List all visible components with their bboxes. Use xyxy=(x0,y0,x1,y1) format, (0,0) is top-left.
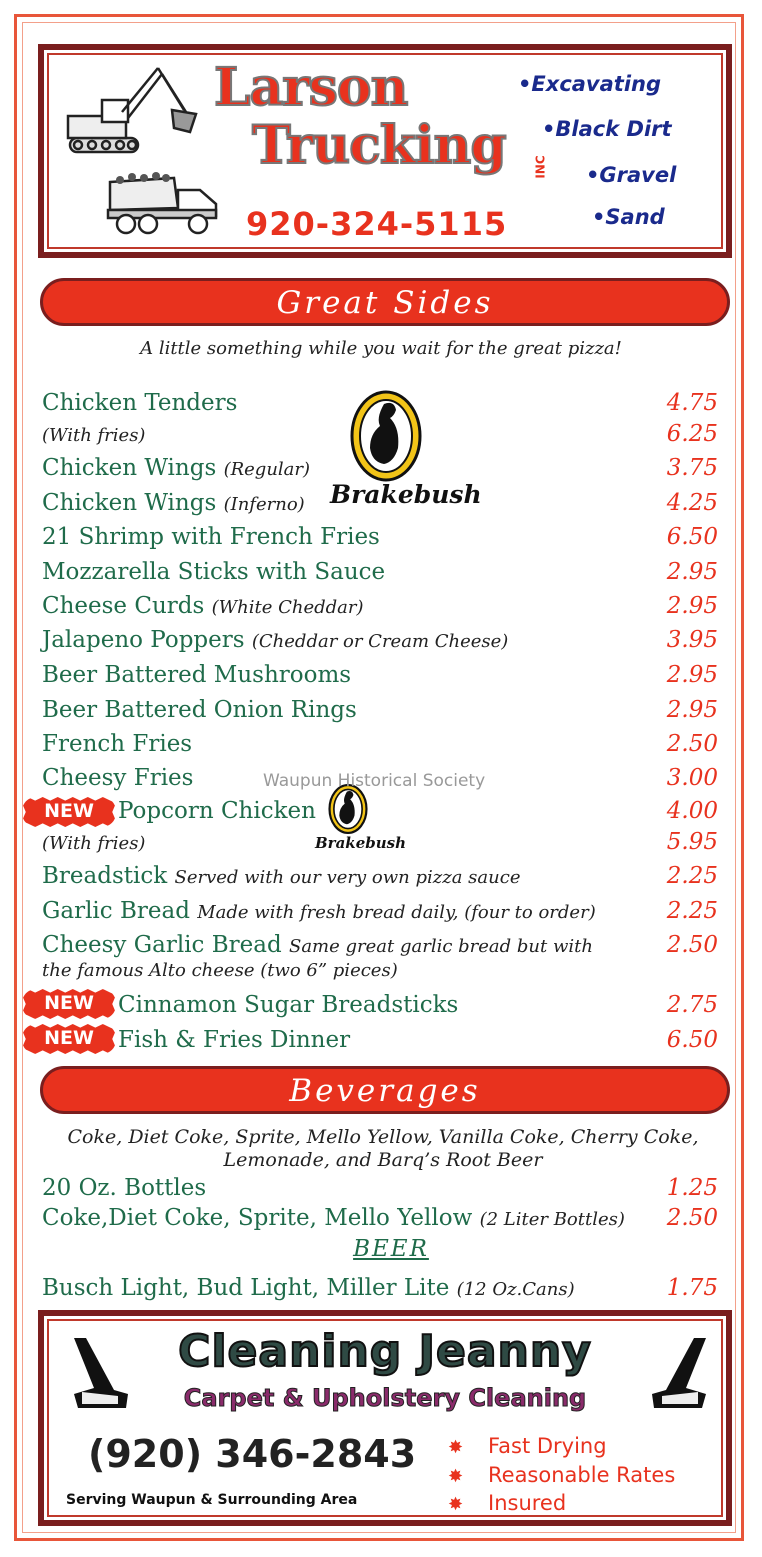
menu-item xyxy=(42,863,718,893)
service-area: Serving Waupun & Surrounding Area xyxy=(66,1492,358,1508)
star-icon: ✸ xyxy=(448,1437,464,1458)
feature-item: ✸ Reasonable Rates xyxy=(448,1463,676,1487)
item-name: Beer Battered Onion Rings xyxy=(42,697,357,723)
beverages-banner xyxy=(40,1066,730,1114)
sides-tagline: A little something while you wait for the great pizza! xyxy=(140,338,622,359)
item-price: 1.75 xyxy=(666,1275,718,1301)
menu-item xyxy=(42,1175,718,1205)
brakebush-logo-text: Brakebush xyxy=(330,480,482,509)
item-price: 6.50 xyxy=(666,1027,718,1053)
item-name: Chicken Wings (Regular) xyxy=(42,455,311,481)
menu-item xyxy=(42,1205,718,1235)
item-name: Beer Battered Mushrooms xyxy=(42,662,352,688)
brand-name-trucking: Trucking xyxy=(252,115,506,176)
larson-trucking-ad xyxy=(38,44,732,258)
brakebush-chicken-icon xyxy=(328,784,368,834)
item-price: 2.25 xyxy=(666,898,718,924)
item-name: 21 Shrimp with French Fries xyxy=(42,524,380,550)
item-price: 2.50 xyxy=(666,731,718,757)
menu-item xyxy=(42,932,718,962)
item-name: Coke,Diet Coke, Sprite, Mello Yellow (2 Liter Bottles) xyxy=(42,1205,625,1231)
item-name: Chicken Tenders xyxy=(42,390,238,416)
beer-heading: BEER xyxy=(353,1236,429,1262)
brand-name-larson: Larson xyxy=(214,57,408,118)
menu-item xyxy=(42,1027,718,1057)
feature-item: ✸ Fast Drying xyxy=(448,1434,607,1458)
item-price: 4.25 xyxy=(666,490,718,516)
section-title-beverages: Beverages xyxy=(289,1073,481,1109)
item-price: 4.75 xyxy=(666,390,718,416)
new-badge: NEW xyxy=(22,989,116,1019)
item-price: 2.50 xyxy=(666,1205,718,1231)
larson-phone: 920-324-5115 xyxy=(246,205,508,243)
new-badge: NEW xyxy=(22,1024,116,1054)
menu-item xyxy=(42,1275,718,1305)
item-name: Busch Light, Bud Light, Miller Lite (12 Oz.Cans) xyxy=(42,1275,575,1301)
menu-item xyxy=(42,662,718,692)
menu-item xyxy=(42,992,718,1022)
menu-item xyxy=(42,559,718,589)
beverage-description: Coke, Diet Coke, Sprite, Mello Yellow, Vanilla Coke, Cherry Coke, Lemonade, and Barq’s Root Beer xyxy=(67,1126,699,1171)
item-name: Cheesy Garlic Bread Same great garlic bread but with xyxy=(42,932,593,958)
item-price: 5.95 xyxy=(666,829,718,855)
item-price: 3.95 xyxy=(666,627,718,653)
new-badge: NEW xyxy=(22,797,116,827)
watermark: Waupun Historical Society xyxy=(263,771,486,791)
item-price: 2.95 xyxy=(666,697,718,723)
item-price: 2.95 xyxy=(666,662,718,688)
item-name: Cheesy Fries xyxy=(42,765,194,791)
item-name: Popcorn Chicken xyxy=(118,798,316,824)
item-name: (With fries) xyxy=(42,425,146,446)
brand-inc: INC xyxy=(533,155,548,179)
item-name: 20 Oz. Bottles xyxy=(42,1175,207,1201)
item-name: Breadstick Served with our very own pizza sauce xyxy=(42,863,521,889)
item-name: Mozzarella Sticks with Sauce xyxy=(42,559,386,585)
dump-truck-icon xyxy=(104,168,224,238)
item-name: Chicken Wings (Inferno) xyxy=(42,490,305,516)
item-price: 2.75 xyxy=(666,992,718,1018)
item-name: Cheese Curds (White Cheddar) xyxy=(42,593,364,619)
brakebush-logo-text: Brakebush xyxy=(315,834,406,852)
service-gravel: •Gravel xyxy=(586,163,677,187)
cleaning-jeanny-ad xyxy=(38,1310,732,1526)
item-name: (With fries) xyxy=(42,833,146,854)
item-price: 3.00 xyxy=(666,765,718,791)
menu-item xyxy=(42,798,718,828)
item-price: 2.50 xyxy=(666,932,718,958)
menu-item xyxy=(42,524,718,554)
service-sand: •Sand xyxy=(592,205,665,229)
item-price: 2.95 xyxy=(666,593,718,619)
menu-item xyxy=(42,593,718,623)
great-sides-banner xyxy=(40,278,730,326)
service-black-dirt: •Black Dirt xyxy=(542,117,672,141)
item-price: 3.75 xyxy=(666,455,718,481)
feature-item: ✸ Insured xyxy=(448,1491,567,1515)
cleaning-jeanny-phone: (920) 346-2843 xyxy=(88,1432,417,1476)
item-price: 1.25 xyxy=(666,1175,718,1201)
excavator-icon xyxy=(62,60,202,170)
cleaning-jeanny-subtitle: Carpet & Upholstery Cleaning xyxy=(183,1384,587,1412)
item-name: French Fries xyxy=(42,731,193,757)
item-price: 2.95 xyxy=(666,559,718,585)
star-icon: ✸ xyxy=(448,1494,464,1515)
menu-item xyxy=(42,731,718,761)
item-price: 6.25 xyxy=(666,421,718,447)
item-name: Jalapeno Poppers (Cheddar or Cream Cheese) xyxy=(42,627,509,653)
section-title-sides: Great Sides xyxy=(276,285,494,321)
menu-item xyxy=(42,627,718,657)
item-price: 6.50 xyxy=(666,524,718,550)
item-name: Garlic Bread Made with fresh bread daily, (four to order) xyxy=(42,898,596,924)
star-icon: ✸ xyxy=(448,1466,464,1487)
item-name: Cinnamon Sugar Breadsticks xyxy=(118,992,459,1018)
menu-item xyxy=(42,898,718,928)
brakebush-chicken-icon xyxy=(350,390,422,482)
item-price: 4.00 xyxy=(666,798,718,824)
cleaning-jeanny-title: Cleaning Jeanny xyxy=(178,1326,592,1377)
cheesy-garlic-continued: the famous Alto cheese (two 6” pieces) xyxy=(42,960,398,981)
service-excavating: •Excavating xyxy=(518,72,662,96)
menu-item xyxy=(42,697,718,727)
item-name: Fish & Fries Dinner xyxy=(118,1027,351,1053)
item-price: 2.25 xyxy=(666,863,718,889)
